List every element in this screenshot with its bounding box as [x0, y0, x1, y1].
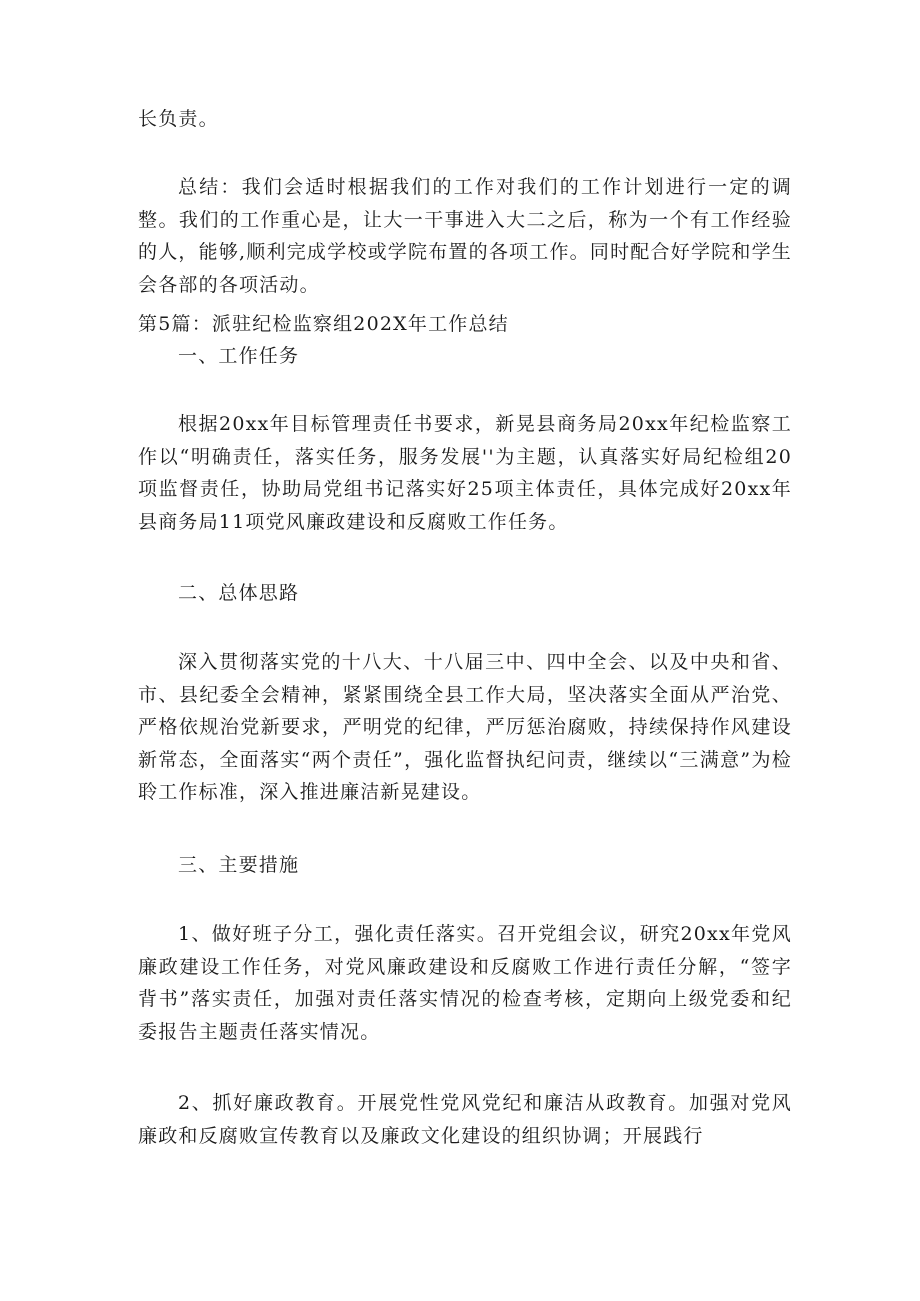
section-heading-tasks: 一、工作任务: [178, 345, 300, 367]
paragraph-continuation: 长负责。: [138, 108, 219, 130]
paragraph-summary: 总结：我们会适时根据我们的工作对我们的工作计划进行一定的调整。我们的工作重心是，让大一干事进入大二之后，称为一个有工作经验的人，能够,顺利完成学校或学院布置的各项工作。同时配合好学院和学生会各部的各项活动。: [138, 176, 792, 296]
paragraph-measure-1: 1、做好班子分工，强化责任落实。召开党组会议，研究20xx年党风廉政建设工作任务，对党风廉政建设和反腐败工作进行责任分解，“签字背书”落实责任，加强对责任落实情况的检查考核，定期向上级党委和纪委报告主题责任落实情况。: [138, 923, 792, 1043]
section-heading-approach: 二、总体思路: [178, 582, 300, 604]
paragraph-measure-2: 2、抓好廉政教育。开展党性党风党纪和廉洁从政教育。加强对党风廉政和反腐败宣传教育以及廉政文化建设的组织协调；开展践行: [138, 1092, 792, 1147]
paragraph-approach: 深入贯彻落实党的十八大、十八届三中、四中全会、以及中央和省、市、县纪委全会精神，紧紧围绕全县工作大局，坚决落实全面从严治党、严格依规治党新要求，严明党的纪律，严厉惩治腐败，持续保持作风建设新常态，全面落实“两个责任”，强化监督执纪问责，继续以“三满意”为检聆工作标准，深入推进廉洁新晃建设。: [138, 651, 792, 803]
article-title: 第5篇：派驻纪检监察组202X年工作总结: [138, 313, 509, 335]
section-heading-measures: 三、主要措施: [178, 854, 300, 876]
paragraph-tasks: 根据20xx年目标管理责任书要求，新晃县商务局20xx年纪检监察工作以“明确责任，落实任务，服务发展''为主题，认真落实好局纪检组20项监督责任，协助局党组书记落实好25项主体责任，具体完成好20xx年县商务局11项党风廉政建设和反腐败工作任务。: [138, 413, 792, 533]
